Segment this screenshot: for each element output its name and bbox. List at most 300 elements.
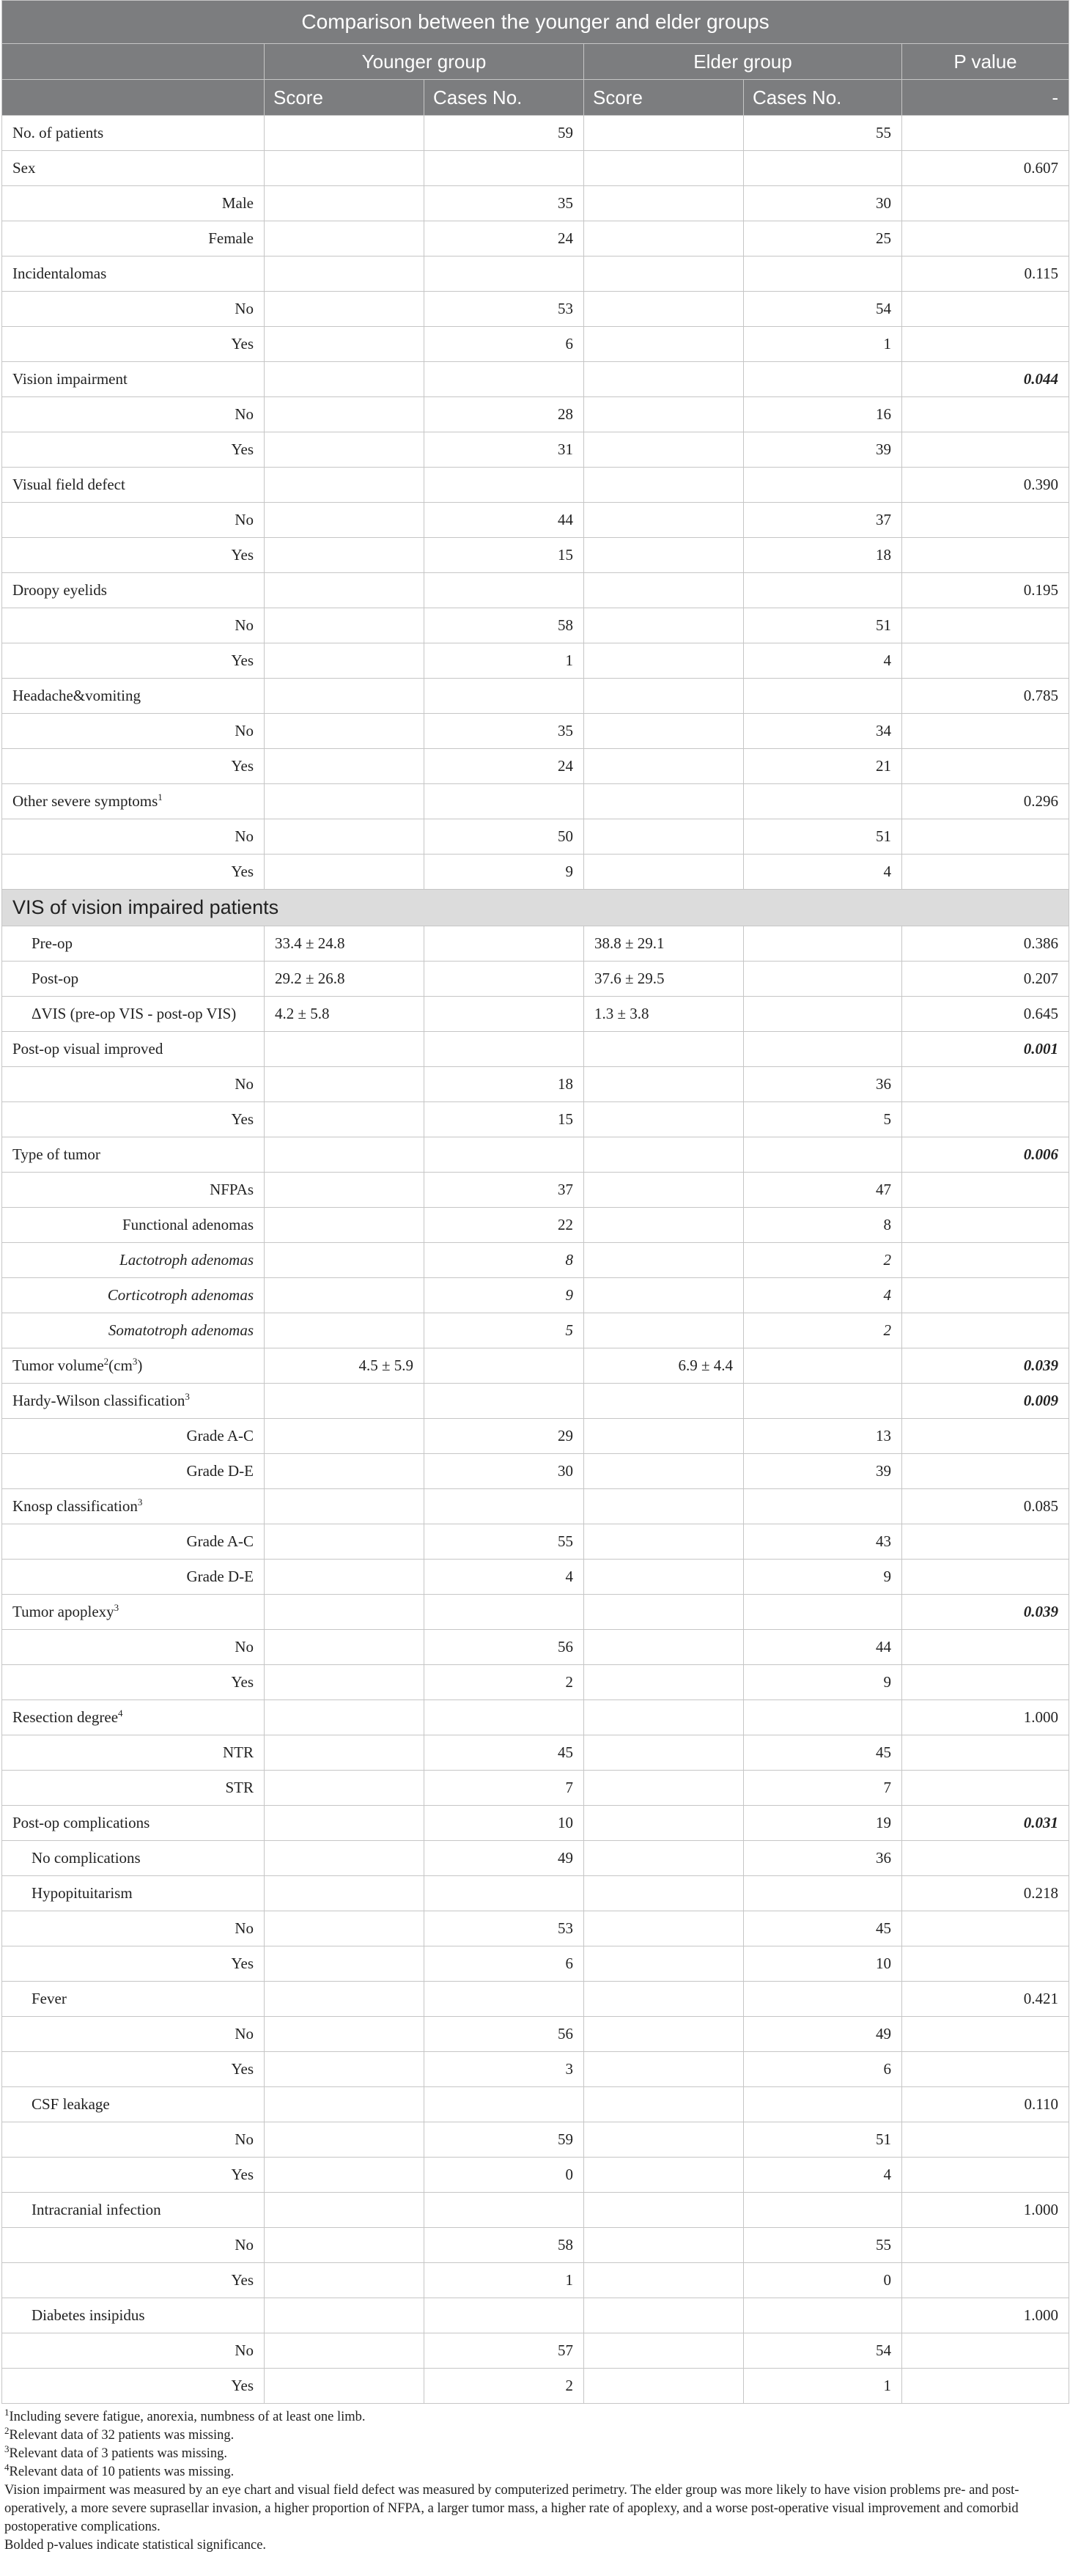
p-value-significant: 0.039 <box>1023 1603 1059 1620</box>
row-label-text: Knosp classification <box>12 1497 138 1515</box>
younger-score <box>265 397 424 432</box>
elder-cases: 2 <box>744 1313 902 1348</box>
elder-cases: 54 <box>744 2333 902 2369</box>
elder-cases <box>744 1032 902 1067</box>
younger-score <box>265 2263 424 2298</box>
elder-cases: 49 <box>744 2017 902 2052</box>
p-value <box>902 362 1069 397</box>
table-row <box>2 1454 1069 1489</box>
row-label-text: Yes <box>231 440 254 458</box>
younger-score <box>265 186 424 221</box>
younger-cases: 55 <box>424 1524 584 1560</box>
p-value <box>902 1630 1069 1665</box>
row-label <box>2 1384 265 1419</box>
p-value <box>902 1454 1069 1489</box>
younger-score <box>265 2122 424 2158</box>
row-label-text: Resection degree <box>12 1708 119 1726</box>
elder-score <box>584 608 744 643</box>
table-notes <box>1 2404 1069 2555</box>
row-label-text: No <box>235 616 254 634</box>
elder-cases: 45 <box>744 1911 902 1946</box>
elder-cases <box>744 679 902 714</box>
row-label <box>2 1876 265 1911</box>
elder-cases: 34 <box>744 714 902 749</box>
p-value <box>902 2298 1069 2333</box>
younger-cases: 44 <box>424 503 584 538</box>
row-label-text: Yes <box>231 1673 254 1691</box>
younger-score <box>265 784 424 819</box>
row-label-text: Somatotroph adenomas <box>108 1321 254 1339</box>
younger-cases: 58 <box>424 2228 584 2263</box>
row-label <box>2 432 265 468</box>
table-row <box>2 679 1069 714</box>
younger-score <box>265 1700 424 1735</box>
elder-score <box>584 2158 744 2193</box>
table-row <box>2 819 1069 855</box>
younger-cases: 28 <box>424 397 584 432</box>
elder-cases <box>744 1137 902 1173</box>
p-value <box>902 186 1069 221</box>
p-value <box>902 855 1069 890</box>
header-p-value: P value <box>902 44 1069 80</box>
elder-cases: 10 <box>744 1946 902 1982</box>
elder-cases <box>744 468 902 503</box>
younger-score <box>265 2017 424 2052</box>
younger-cases <box>424 1489 584 1524</box>
p-value <box>902 1278 1069 1313</box>
p-value <box>902 397 1069 432</box>
younger-cases: 6 <box>424 1946 584 1982</box>
p-value-text: 0.110 <box>1024 2095 1059 2113</box>
p-value-significant: 0.009 <box>1023 1392 1059 1409</box>
elder-cases <box>744 1489 902 1524</box>
elder-score <box>584 2087 744 2122</box>
younger-score <box>265 1771 424 1806</box>
row-label <box>2 1278 265 1313</box>
elder-score <box>584 362 744 397</box>
row-label <box>2 1102 265 1137</box>
elder-cases: 39 <box>744 1454 902 1489</box>
p-value <box>902 1876 1069 1911</box>
elder-cases <box>744 573 902 608</box>
row-label <box>2 2158 265 2193</box>
elder-score <box>584 1208 744 1243</box>
p-value <box>902 1313 1069 1348</box>
younger-cases <box>424 468 584 503</box>
elder-cases: 55 <box>744 2228 902 2263</box>
elder-score <box>584 855 744 890</box>
row-label <box>2 2122 265 2158</box>
younger-score: 33.4 ± 24.8 <box>265 926 424 962</box>
p-value <box>902 1946 1069 1982</box>
p-value-significant: 0.031 <box>1023 1814 1059 1831</box>
row-label-text: Female <box>208 229 254 247</box>
subheader-younger-cases: Cases No. <box>424 80 584 116</box>
table-title: Comparison between the younger and elder groups <box>2 1 1069 44</box>
p-value-text: 0.195 <box>1023 581 1059 599</box>
elder-score <box>584 2369 744 2404</box>
table-row <box>2 1243 1069 1278</box>
p-value <box>902 116 1069 151</box>
row-label-text: Yes <box>231 757 254 775</box>
younger-score <box>265 1876 424 1911</box>
footnote <box>4 2426 1066 2445</box>
row-label-text: No <box>235 722 254 739</box>
younger-score <box>265 292 424 327</box>
younger-cases: 6 <box>424 327 584 362</box>
row-label-text: ΔVIS (pre-op VIS - post-op VIS) <box>32 1005 237 1022</box>
row-label-text: No <box>235 405 254 423</box>
row-label-text: No <box>235 1075 254 1093</box>
row-label <box>2 573 265 608</box>
younger-cases <box>424 962 584 997</box>
p-value <box>902 1384 1069 1419</box>
elder-cases: 1 <box>744 2369 902 2404</box>
p-value-text: 0.115 <box>1024 265 1059 282</box>
elder-score: 1.3 ± 3.8 <box>584 997 744 1032</box>
row-label <box>2 1173 265 1208</box>
table-row <box>2 1384 1069 1419</box>
row-label <box>2 784 265 819</box>
p-value-significant: 0.039 <box>1023 1357 1059 1374</box>
row-label <box>2 1419 265 1454</box>
table-row <box>2 1173 1069 1208</box>
subheader-p-dash: - <box>902 80 1069 116</box>
p-value-text: 0.785 <box>1023 687 1059 704</box>
younger-score <box>265 1384 424 1419</box>
younger-cases: 56 <box>424 1630 584 1665</box>
row-label-text: Lactotroph adenomas <box>119 1251 254 1269</box>
p-value <box>902 1243 1069 1278</box>
row-label <box>2 1771 265 1806</box>
elder-score <box>584 1454 744 1489</box>
table-row <box>2 2193 1069 2228</box>
footnote-number: 4 <box>4 2461 10 2473</box>
younger-score <box>265 327 424 362</box>
elder-score <box>584 643 744 679</box>
footnote-marker: 2 <box>103 1356 109 1367</box>
p-value <box>902 1489 1069 1524</box>
subheader-elder-score: Score <box>584 80 744 116</box>
p-value-text: 0.085 <box>1023 1497 1059 1515</box>
row-label <box>2 1911 265 1946</box>
subheader-empty <box>2 80 265 116</box>
younger-score: 4.5 ± 5.9 <box>265 1348 424 1384</box>
elder-cases: 1 <box>744 327 902 362</box>
footnote-number: 3 <box>4 2443 10 2454</box>
table-row <box>2 573 1069 608</box>
younger-score <box>265 1560 424 1595</box>
elder-score <box>584 1911 744 1946</box>
table-row <box>2 2158 1069 2193</box>
row-label <box>2 2017 265 2052</box>
elder-score <box>584 1313 744 1348</box>
p-value <box>902 538 1069 573</box>
footnote <box>4 2408 1066 2426</box>
row-label <box>2 1313 265 1348</box>
younger-cases <box>424 1595 584 1630</box>
table-row <box>2 855 1069 890</box>
table-row <box>2 1911 1069 1946</box>
table-row <box>2 1137 1069 1173</box>
elder-cases: 4 <box>744 855 902 890</box>
elder-cases <box>744 257 902 292</box>
row-label <box>2 186 265 221</box>
table-row <box>2 468 1069 503</box>
table-row <box>2 362 1069 397</box>
table-row <box>2 1876 1069 1911</box>
row-label <box>2 1982 265 2017</box>
row-label-text: No. of patients <box>12 124 104 141</box>
elder-score <box>584 1841 744 1876</box>
younger-score: 4.2 ± 5.8 <box>265 997 424 1032</box>
table-row <box>2 1630 1069 1665</box>
elder-score <box>584 2333 744 2369</box>
row-label <box>2 2298 265 2333</box>
elder-score <box>584 151 744 186</box>
younger-score <box>265 1911 424 1946</box>
table-container <box>1 0 1069 2555</box>
p-value <box>902 1806 1069 1841</box>
row-label-text: Grade D-E <box>186 1462 254 1480</box>
p-value-text: 0.386 <box>1023 934 1059 952</box>
younger-cases: 49 <box>424 1841 584 1876</box>
subheader-elder-cases: Cases No. <box>744 80 902 116</box>
table-row <box>2 2052 1069 2087</box>
p-value <box>902 1137 1069 1173</box>
elder-score <box>584 116 744 151</box>
table-row <box>2 432 1069 468</box>
row-label <box>2 397 265 432</box>
row-label-text: No <box>235 300 254 317</box>
younger-cases <box>424 151 584 186</box>
row-label-text: Droopy eyelids <box>12 581 107 599</box>
younger-cases: 37 <box>424 1173 584 1208</box>
elder-score <box>584 1630 744 1665</box>
row-label-text: Grade A-C <box>186 1427 254 1444</box>
elder-cases: 4 <box>744 643 902 679</box>
elder-cases <box>744 1876 902 1911</box>
p-value <box>902 2333 1069 2369</box>
p-value <box>902 714 1069 749</box>
younger-cases: 24 <box>424 221 584 257</box>
p-value <box>902 1032 1069 1067</box>
table-section-vis <box>2 890 1069 926</box>
younger-cases: 2 <box>424 2369 584 2404</box>
table-row <box>2 1982 1069 2017</box>
comparison-table <box>1 0 1069 2404</box>
elder-score <box>584 1243 744 1278</box>
younger-score <box>265 1946 424 1982</box>
p-value <box>902 2228 1069 2263</box>
unit-exponent: 3 <box>132 1356 138 1367</box>
header-younger-group: Younger group <box>265 44 584 80</box>
table-row <box>2 2122 1069 2158</box>
elder-cases: 6 <box>744 2052 902 2087</box>
row-label-text: Yes <box>231 335 254 353</box>
elder-score: 37.6 ± 29.5 <box>584 962 744 997</box>
table-row <box>2 2017 1069 2052</box>
elder-cases: 51 <box>744 608 902 643</box>
younger-score <box>265 1243 424 1278</box>
younger-cases: 56 <box>424 2017 584 2052</box>
younger-score <box>265 2333 424 2369</box>
row-label-text: Headache&vomiting <box>12 687 141 704</box>
elder-score <box>584 1524 744 1560</box>
elder-score <box>584 2122 744 2158</box>
row-label-text: No <box>235 2025 254 2042</box>
younger-score <box>265 1595 424 1630</box>
row-label <box>2 819 265 855</box>
younger-cases: 53 <box>424 292 584 327</box>
younger-score <box>265 643 424 679</box>
elder-score <box>584 1067 744 1102</box>
p-value <box>902 1595 1069 1630</box>
younger-score <box>265 151 424 186</box>
p-value <box>902 608 1069 643</box>
elder-cases <box>744 962 902 997</box>
table-row <box>2 1806 1069 1841</box>
elder-cases: 18 <box>744 538 902 573</box>
elder-cases: 5 <box>744 1102 902 1137</box>
elder-score <box>584 257 744 292</box>
footnote-text: Including severe fatigue, anorexia, numbness of at least one limb. <box>9 2410 366 2424</box>
younger-score <box>265 1419 424 1454</box>
elder-score <box>584 1806 744 1841</box>
younger-score <box>265 714 424 749</box>
section-row <box>2 890 1069 926</box>
table-row <box>2 1102 1069 1137</box>
p-value <box>902 2158 1069 2193</box>
table-row <box>2 1419 1069 1454</box>
p-value <box>902 1665 1069 1700</box>
younger-cases <box>424 2193 584 2228</box>
younger-cases: 2 <box>424 1665 584 1700</box>
younger-cases: 22 <box>424 1208 584 1243</box>
younger-cases: 3 <box>424 2052 584 2087</box>
row-label-text: Corticotroph adenomas <box>107 1286 254 1304</box>
table-row <box>2 2369 1069 2404</box>
table-row <box>2 151 1069 186</box>
elder-score <box>584 327 744 362</box>
p-value <box>902 784 1069 819</box>
row-label-text: Post-op complications <box>12 1814 150 1831</box>
p-value <box>902 819 1069 855</box>
p-value <box>902 432 1069 468</box>
elder-score <box>584 1946 744 1982</box>
younger-cases <box>424 257 584 292</box>
younger-cases <box>424 1876 584 1911</box>
table-row <box>2 2298 1069 2333</box>
younger-cases <box>424 926 584 962</box>
elder-score <box>584 1560 744 1595</box>
table-row <box>2 1208 1069 1243</box>
p-value-text: 0.421 <box>1023 1990 1059 2007</box>
row-label <box>2 1630 265 1665</box>
elder-cases: 4 <box>744 2158 902 2193</box>
elder-score <box>584 2263 744 2298</box>
younger-score <box>265 1208 424 1243</box>
elder-score <box>584 538 744 573</box>
p-value <box>902 1419 1069 1454</box>
row-label <box>2 714 265 749</box>
row-label-text: Diabetes insipidus <box>32 2306 145 2324</box>
table-row <box>2 962 1069 997</box>
p-value <box>902 1771 1069 1806</box>
elder-score <box>584 1665 744 1700</box>
elder-score <box>584 2017 744 2052</box>
row-label <box>2 2228 265 2263</box>
elder-score <box>584 468 744 503</box>
elder-cases <box>744 1348 902 1384</box>
table-row <box>2 1524 1069 1560</box>
p-value <box>902 962 1069 997</box>
younger-cases: 10 <box>424 1806 584 1841</box>
elder-cases: 30 <box>744 186 902 221</box>
younger-cases: 30 <box>424 1454 584 1489</box>
row-label-text: Pre-op <box>32 934 73 952</box>
methods-note: Vision impairment was measured by an eye chart and visual field defect was measured by computerized perimetry. The elder group was more likely to have vision problems pre- and post-operatively, a more severe suprasellar invasion, a higher proportion of NFPA, a larger tumor mass, a higher rate of apoplexy, and a worse post-operative visual improvement and comorbid postoperative complications. <box>4 2483 1019 2534</box>
footnote-marker: 1 <box>158 791 163 802</box>
table-row <box>2 1032 1069 1067</box>
table-body-demographics <box>2 116 1069 890</box>
p-value <box>902 1102 1069 1137</box>
table-row <box>2 1700 1069 1735</box>
younger-score <box>265 2228 424 2263</box>
younger-score <box>265 362 424 397</box>
header-elder-group: Elder group <box>584 44 902 80</box>
younger-cases <box>424 1982 584 2017</box>
p-value-text: 0.207 <box>1023 970 1059 987</box>
row-label-text: Sex <box>12 159 36 177</box>
footnote-marker: 3 <box>137 1496 143 1507</box>
row-label-text: Post-op visual improved <box>12 1040 163 1058</box>
row-label <box>2 1243 265 1278</box>
row-label <box>2 1560 265 1595</box>
table-row <box>2 327 1069 362</box>
row-label-text: Vision impairment <box>12 370 128 388</box>
row-label <box>2 151 265 186</box>
table-row <box>2 221 1069 257</box>
younger-cases: 59 <box>424 116 584 151</box>
p-value <box>902 503 1069 538</box>
row-label <box>2 221 265 257</box>
younger-score <box>265 1313 424 1348</box>
elder-score <box>584 221 744 257</box>
elder-score <box>584 1771 744 1806</box>
younger-cases: 35 <box>424 714 584 749</box>
row-label-text: Yes <box>231 2166 254 2183</box>
younger-score <box>265 679 424 714</box>
row-label <box>2 608 265 643</box>
elder-score <box>584 1173 744 1208</box>
unit-text: (cm <box>108 1357 133 1374</box>
elder-cases <box>744 2298 902 2333</box>
younger-cases <box>424 2087 584 2122</box>
row-label-text: Hypopituitarism <box>32 1884 133 1902</box>
p-value <box>902 1700 1069 1735</box>
elder-score <box>584 1982 744 2017</box>
table-row <box>2 1841 1069 1876</box>
row-label-text: NTR <box>223 1743 254 1761</box>
p-value <box>902 997 1069 1032</box>
p-value-text: 0.645 <box>1023 1005 1059 1022</box>
row-label-text: STR <box>225 1779 254 1796</box>
elder-cases <box>744 1595 902 1630</box>
row-label <box>2 1700 265 1735</box>
table-row <box>2 1348 1069 1384</box>
row-label-text: No complications <box>32 1849 141 1867</box>
